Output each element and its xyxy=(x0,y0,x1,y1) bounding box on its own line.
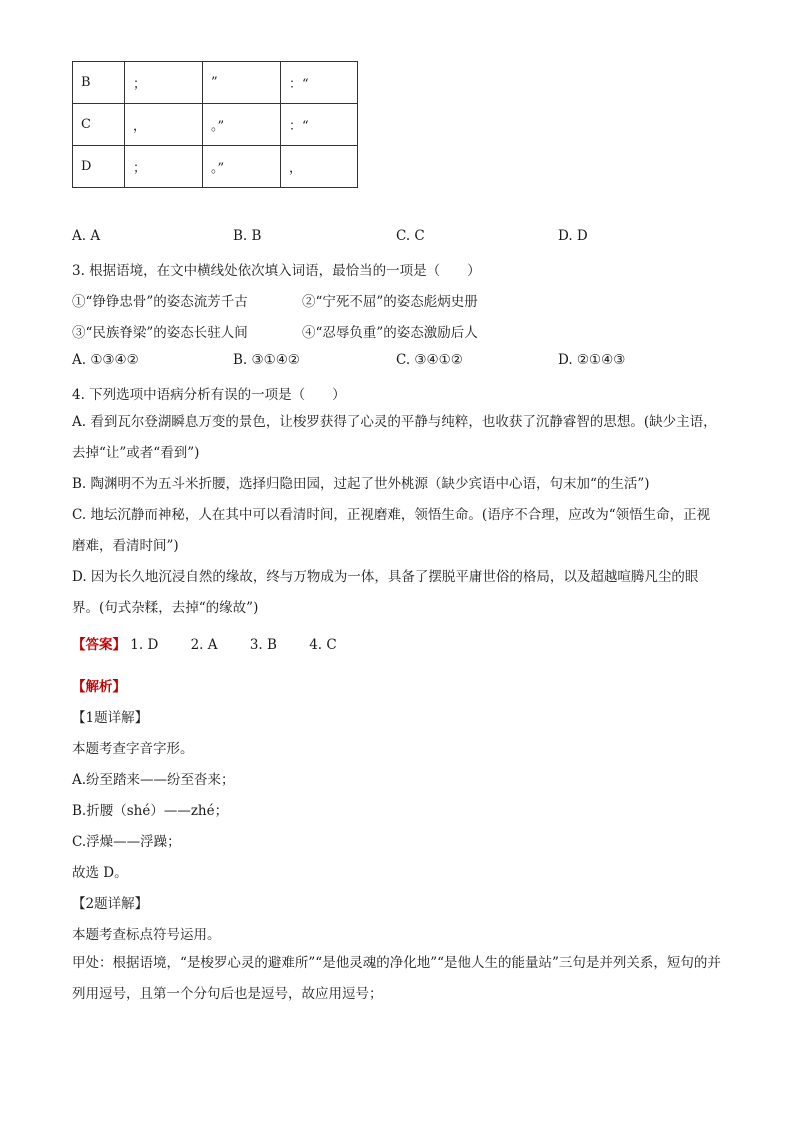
answer-line xyxy=(72,633,337,653)
table-cell: D xyxy=(73,146,125,188)
answer-3: 3. B xyxy=(249,637,277,653)
q4-option-d: D. 因为长久地沉浸自然的缘故，终与万物成为一体，具备了摆脱平庸世俗的格局，以及超越喧腾凡尘的眼界。(句式杂糅，去掉“的缘故”) xyxy=(72,569,699,616)
q3-option-d: D. ②①④③ xyxy=(558,352,626,368)
q4-stem: 4. 下列选项中语病分析有误的一项是（ ） xyxy=(72,387,346,403)
table-cell: 。” xyxy=(203,104,281,146)
table-cell: C xyxy=(73,104,125,146)
punctuation-table xyxy=(72,61,358,188)
answer-1: 1. D xyxy=(130,637,159,653)
table-cell: ； xyxy=(125,62,203,104)
q3-item-3: ③“民族脊梁”的姿态长驻人间 xyxy=(72,325,248,341)
table-cell: ， xyxy=(281,146,358,188)
q1-line-3: B.折腰（shé）——zhé； xyxy=(72,803,229,819)
q4-option-a: A. 看到瓦尔登湖瞬息万变的景色，让梭罗获得了心灵的平静与纯粹，也收获了沉静睿智的思想。(缺少主语，去掉“让”或者“看到”) xyxy=(72,414,717,461)
table-cell: ：“ xyxy=(281,62,358,104)
q3-item-1: ①“铮铮忠骨”的姿态流芳千古 xyxy=(72,294,248,310)
q4-option-c: C. 地坛沉静而神秘，人在其中可以看清时间，正视磨难，领悟生命。(语序不合理，应改为“领悟生命，正视磨难，看清时间”) xyxy=(72,507,711,554)
answer-label: 【答案】 xyxy=(72,637,126,653)
q2-line-2: 甲处：根据语境，“是梭罗心灵的避难所”“是他灵魂的净化地”“是他人生的能量站”三句是并列关系，短句的并列用逗号，且第一个分句后也是逗号，故应用逗号； xyxy=(72,955,721,1002)
q3-option-a: A. ①③④② xyxy=(72,352,139,368)
q3-option-c: C. ③④①② xyxy=(396,352,463,368)
q1-line-4: C.浮燥——浮躁； xyxy=(72,834,181,850)
table-row xyxy=(73,146,358,188)
table-cell: 。” xyxy=(203,146,281,188)
table-cell: ” xyxy=(203,62,281,104)
q2-detail-head: 【2题详解】 xyxy=(72,896,149,912)
answer-4: 4. C xyxy=(309,637,337,653)
q1-line-2: A.纷至踏来——纷至沓来； xyxy=(72,772,235,788)
q3-stem: 3. 根据语境，在文中横线处依次填入词语，最恰当的一项是（ ） xyxy=(72,263,481,279)
q4-option-b: B. 陶渊明不为五斗米折腰，选择归隐田园，过起了世外桃源（缺少宾语中心语，句末加“的生活”) xyxy=(72,476,650,492)
q2-option-b: B. B xyxy=(233,228,262,244)
table-cell: ：“ xyxy=(281,104,358,146)
analysis-label: 【解析】 xyxy=(72,679,126,695)
q2-line-1: 本题考查标点符号运用。 xyxy=(72,927,221,943)
q3-option-b: B. ③①④② xyxy=(233,352,300,368)
q2-option-d: D. D xyxy=(558,228,588,244)
q1-line-5: 故选 D。 xyxy=(72,865,128,881)
table-row xyxy=(73,62,358,104)
q1-line-1: 本题考查字音字形。 xyxy=(72,741,194,757)
q2-option-c: C. C xyxy=(396,228,425,244)
q1-detail-head: 【1题详解】 xyxy=(72,710,149,726)
answer-2: 2. A xyxy=(190,637,218,653)
table-cell: B xyxy=(73,62,125,104)
q3-item-2: ②“宁死不屈”的姿态彪炳史册 xyxy=(302,294,478,310)
table-cell: ， xyxy=(125,104,203,146)
table-row xyxy=(73,104,358,146)
table-cell: ； xyxy=(125,146,203,188)
q2-option-a: A. A xyxy=(72,228,101,244)
q3-item-4: ④“忍辱负重”的姿态激励后人 xyxy=(302,325,478,341)
